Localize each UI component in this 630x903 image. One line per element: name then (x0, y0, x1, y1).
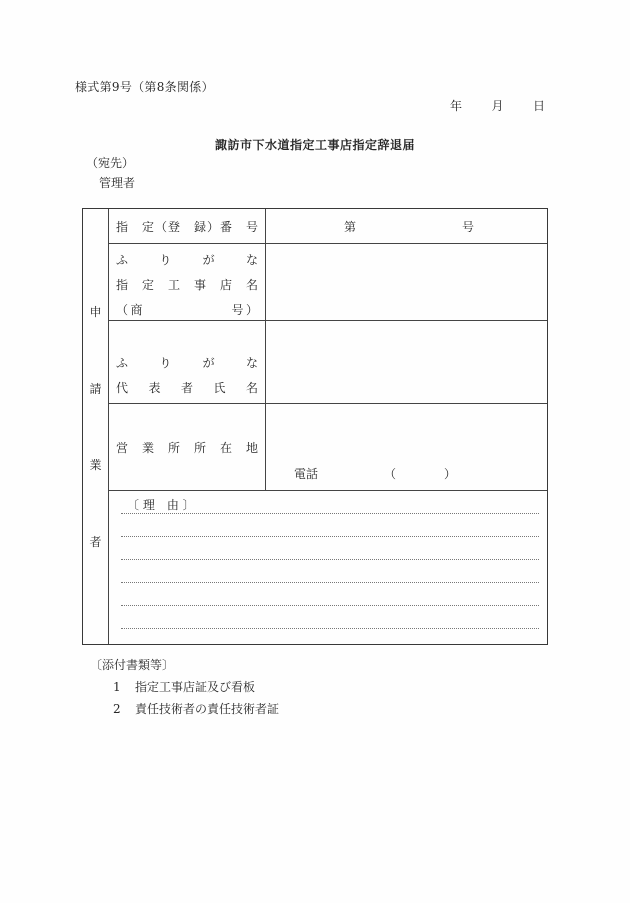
reason-cell (109, 491, 547, 644)
reason-line (121, 606, 539, 629)
reason-line (121, 537, 539, 560)
applicant-char-4: 者 (89, 534, 102, 549)
attachment-item-number: 1 (113, 680, 121, 694)
addressee-name: 管理者 (99, 176, 136, 190)
form-number: 様式第9号（第8条関係） (75, 80, 214, 94)
attachments-section (90, 654, 279, 720)
representative-value-cell (266, 321, 547, 404)
office-address-label: 営 業 所 所 在 地 (116, 440, 258, 455)
shop-name-furigana-label: ふ り が な (116, 253, 258, 267)
attachment-item-text: 責任技術者の責任技術者証 (135, 702, 280, 716)
office-address-label-cell (109, 404, 266, 491)
designation-number-label-cell (109, 209, 266, 244)
addressee-label: （宛先） (86, 156, 135, 170)
attachment-item-number: 2 (113, 702, 121, 716)
designation-number-prefix: 第 (344, 219, 357, 234)
reason-line (121, 583, 539, 606)
date-month-label: 月 (491, 99, 504, 113)
representative-label-cell (109, 321, 266, 404)
applicant-char-1: 申 (89, 305, 102, 319)
trade-name-label: （商 号） (116, 303, 258, 317)
shop-name-label: 指 定 工 事 店 名 (116, 278, 258, 292)
reason-line (121, 560, 539, 583)
date-day-label: 日 (532, 99, 545, 113)
phone-line: 電話 （ ） (294, 467, 457, 481)
attachment-item-text: 指定工事店証及び看板 (135, 680, 256, 694)
applicant-char-3: 業 (89, 458, 102, 473)
representative-furigana-label: ふ り が な (116, 356, 258, 370)
representative-name-label: 代 表 者 氏 名 (116, 381, 258, 395)
shop-name-value-cell (266, 244, 547, 321)
shop-name-label-cell (109, 244, 266, 321)
attachments-heading: 〔添付書類等〕 (90, 658, 175, 672)
reason-label: 〔 理 由 〕 (127, 498, 195, 512)
attachment-item (90, 676, 279, 698)
attachment-item (90, 698, 279, 720)
designation-number-value-cell (266, 209, 547, 244)
form-title: 諏訪市下水道指定工事店指定辞退届 (214, 138, 415, 152)
date-year-label: 年 (450, 99, 463, 113)
office-address-value-cell (266, 404, 547, 491)
applicant-vertical-label (83, 209, 109, 644)
applicant-table (82, 208, 548, 645)
date-line (450, 97, 545, 114)
reason-line (121, 491, 539, 514)
applicant-char-2: 請 (89, 381, 102, 396)
designation-number-suffix: 号 (461, 219, 474, 234)
designation-number-label: 指 定（登 録）番 号 (116, 219, 258, 234)
reason-line (121, 514, 539, 537)
